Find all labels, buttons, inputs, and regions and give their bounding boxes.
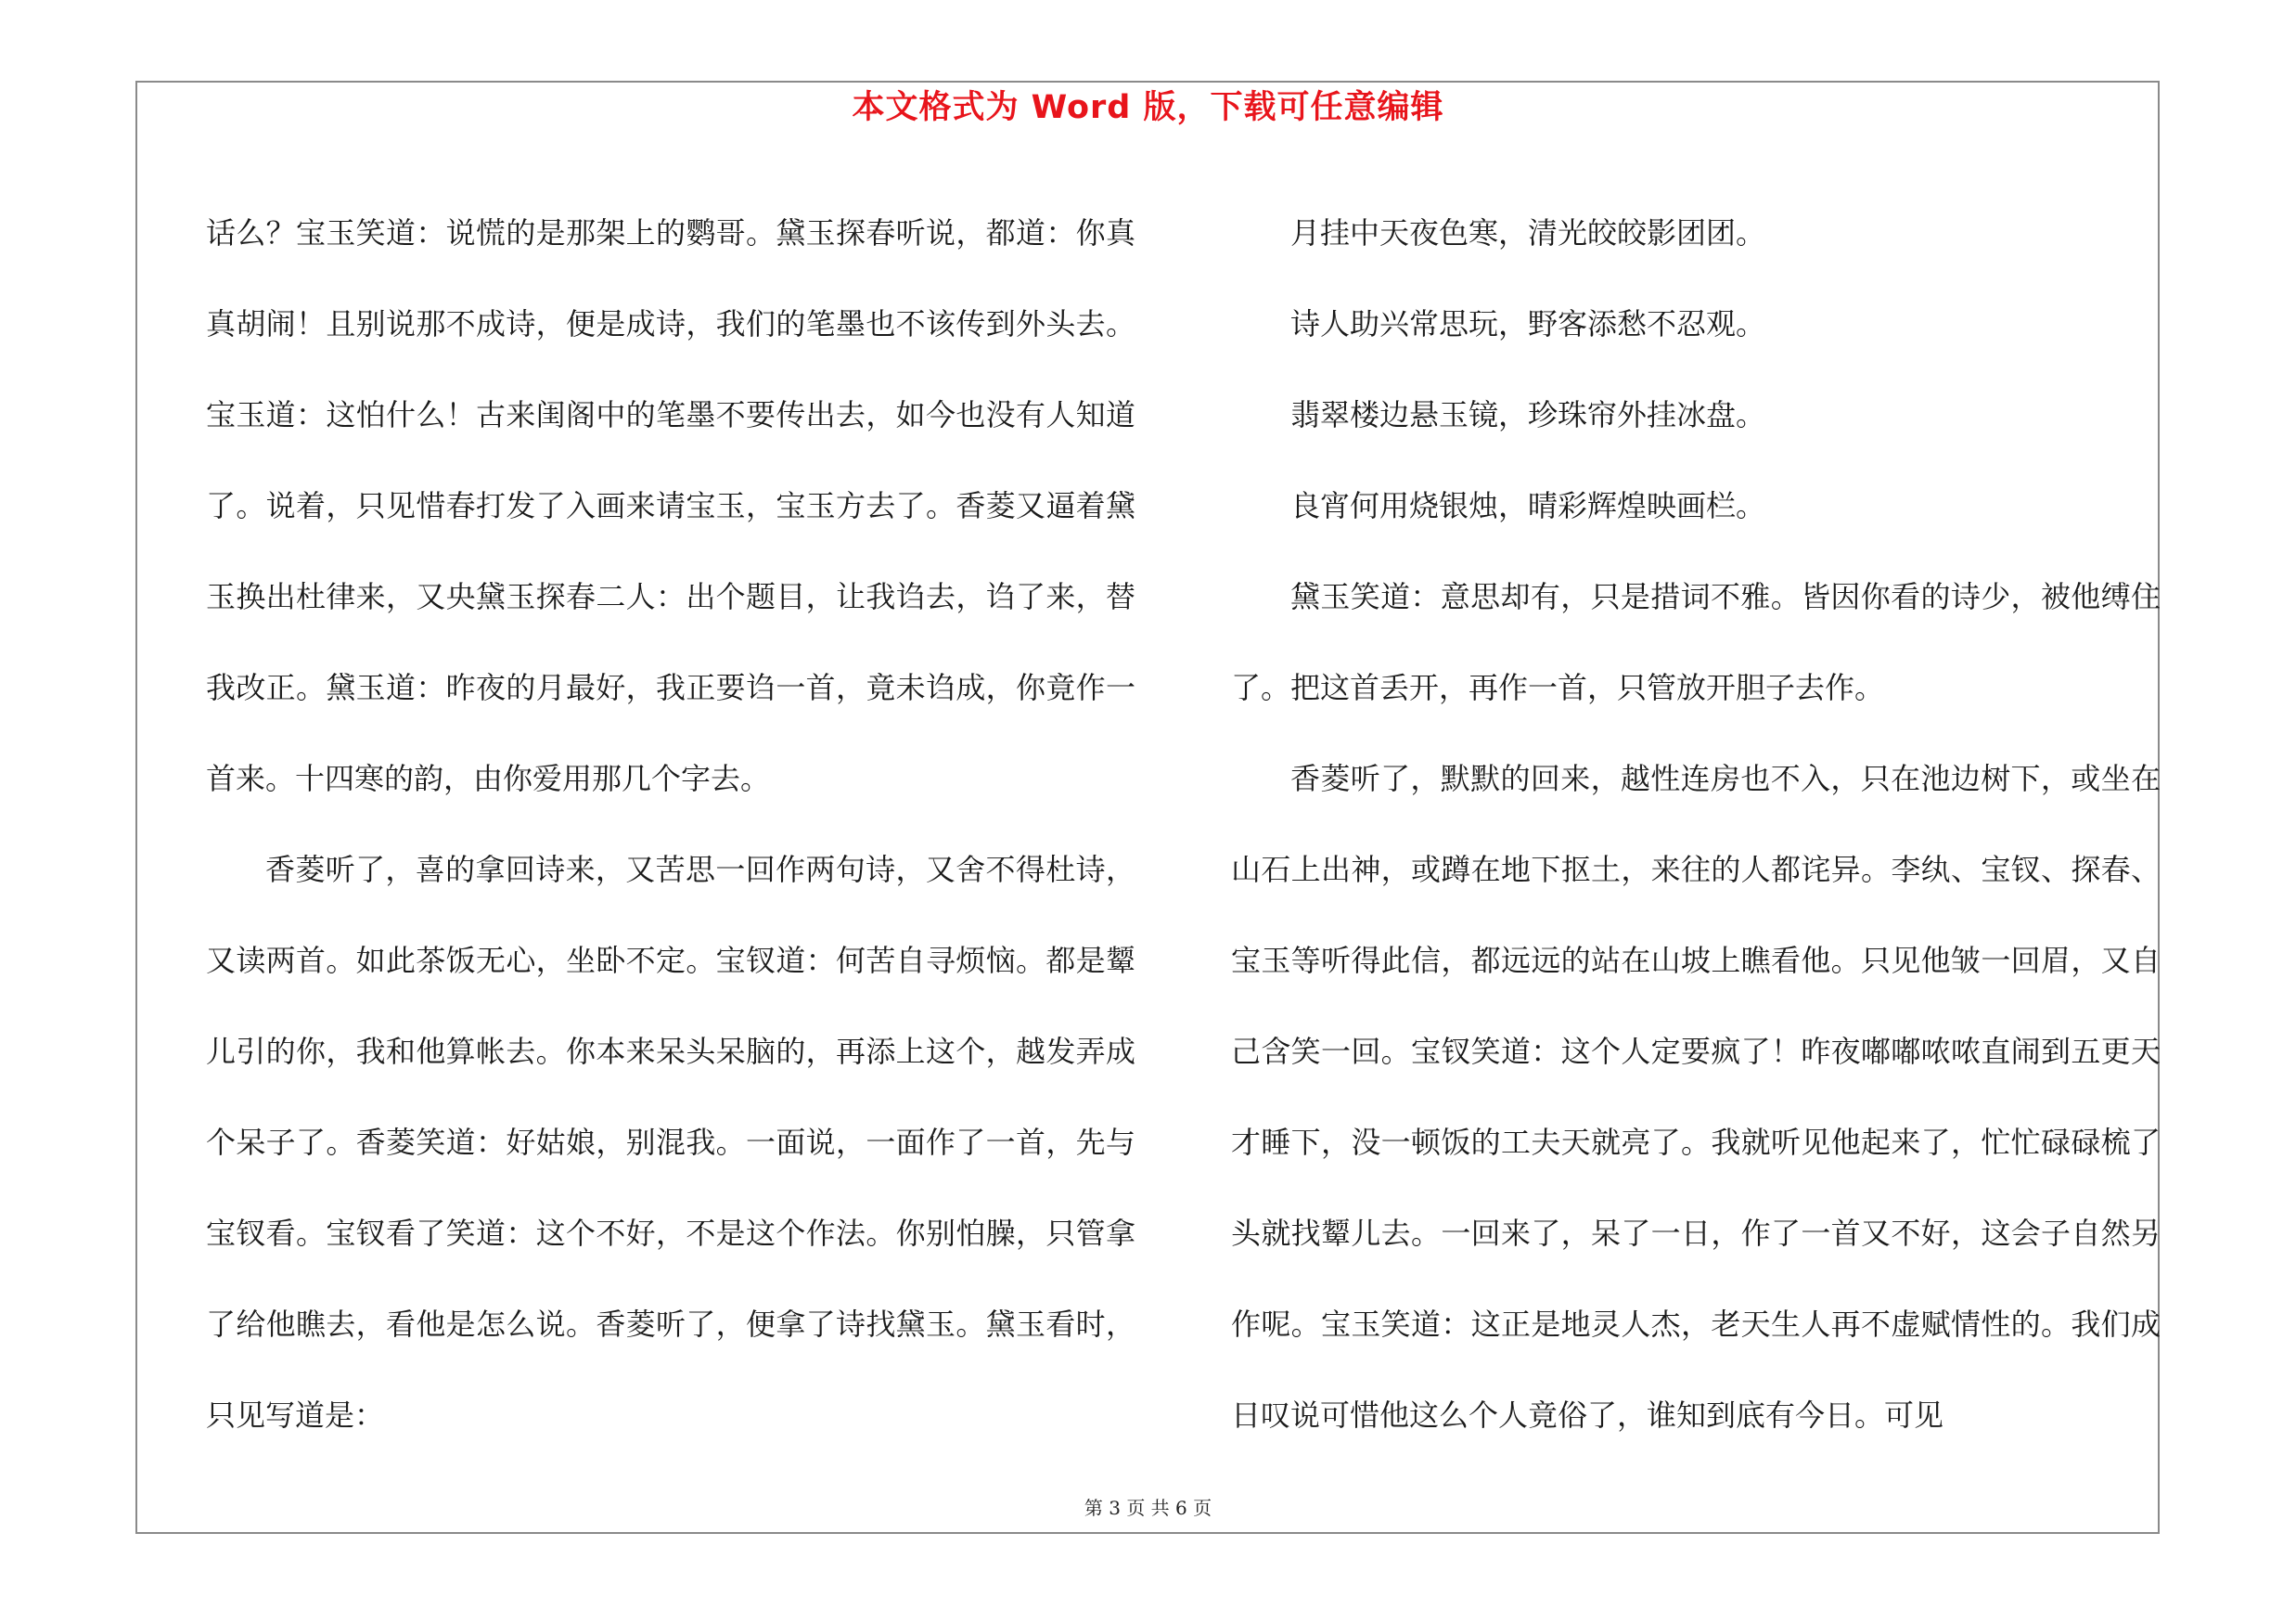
paragraph: 话么？宝玉笑道：说慌的是那架上的鹦哥。黛玉探春听说，都道：你真真胡闹！且别说那不成诗，便是成诗，我们的笔墨也不该传到外头去。宝玉道：这怕什么！古来闺阁中的笔墨不要传出去，如今也没有人知道了。说着，只见惜春打发了入画来请宝玉，宝玉方去了。香菱又逼着黛玉换出杜律来，又央黛玉探春二人：出个题目，让我诌去，诌了来，替我改正。黛玉道：昨夜的月最好，我正要诌一首，竟未诌成，你竟作一首来。十四寒的韵，由你爱用那几个字去。 (206, 215, 1135, 796)
left-text-column (206, 187, 1135, 1461)
word-format-banner: 本文格式为 Word 版，下载可任意编辑 (852, 89, 1444, 126)
paragraph: 香菱听了，喜的拿回诗来，又苦思一回作两句诗，又舍不得杜诗，又读两首。如此茶饭无心，坐卧不定。宝钗道：何苦自寻烦恼。都是颦儿引的你，我和他算帐去。你本来呆头呆脑的，再添上这个，越发弄成个呆子了。香菱笑道：好姑娘，别混我。一面说，一面作了一首，先与宝钗看。宝钗看了笑道：这个不好，不是这个作法。你别怕臊，只管拿了给他瞧去，看他是怎么说。香菱听了，便拿了诗找黛玉。黛玉看时，只见写道是： (206, 852, 1135, 1433)
poem-line: 良宵何用烧银烛，晴彩辉煌映画栏。 (1290, 488, 1766, 523)
paragraph: 香菱听了，默默的回来，越性连房也不入，只在池边树下，或坐在山石上出神，或蹲在地下抠土，来往的人都诧异。李纨、宝钗、探春、宝玉等听得此信，都远远的站在山坡上瞧看他。只见他皱一回眉，又自己含笑一回。宝钗笑道：这个人定要疯了！昨夜嘟嘟哝哝直闹到五更天才睡下，没一顿饭的工夫天就亮了。我就听见他起来了，忙忙碌碌梳了头就找颦儿去。一回来了，呆了一日，作了一首又不好，这会子自然另作呢。宝玉笑道：这正是地灵人杰，老天生人再不虚赋情性的。我们成日叹说可惜他这么个人竟俗了，谁知到底有今日。可见 (1231, 761, 2161, 1433)
poem-line: 翡翠楼边悬玉镜，珍珠帘外挂冰盘。 (1290, 397, 1766, 432)
right-text-column (1231, 187, 2161, 1461)
poem-line: 月挂中天夜色寒，清光皎皎影团团。 (1290, 215, 1766, 251)
poem-line: 诗人助兴常思玩，野客添愁不忍观。 (1290, 306, 1766, 341)
page-number: 第 3 页 共 6 页 (1084, 1497, 1212, 1519)
paragraph: 黛玉笑道：意思却有，只是措词不雅。皆因你看的诗少，被他缚住了。把这首丢开，再作一首，只管放开胆子去作。 (1231, 579, 2161, 705)
